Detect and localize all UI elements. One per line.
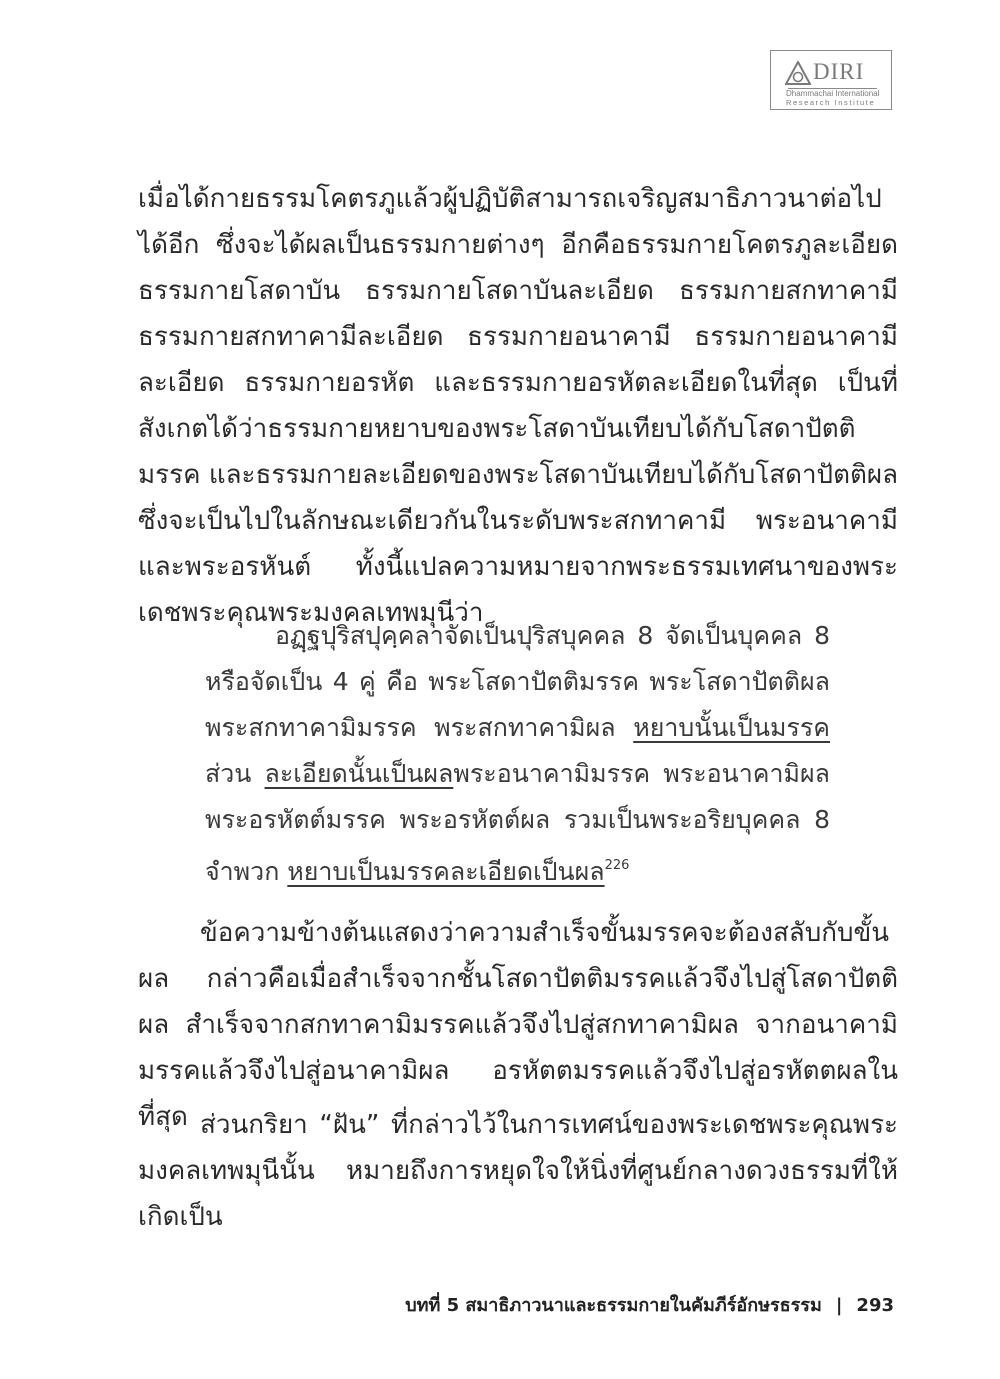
quote-underline-2: ละเอียดนั้นเป็นผล bbox=[264, 759, 454, 788]
paragraph-3 bbox=[138, 1102, 898, 1240]
quote-text-1: อฏฺฐปุริสปุคฺคลาจัดเป็นปุริสบุคคล 8 จัดเป็นบุคคล 8 หรือจัดเป็น 4 คู่ คือ พระโสดาปัตติมรรค พระโสดาปัตติผล พระสกทาคามิมรรค พระสกทาคามิผล bbox=[205, 621, 830, 742]
quote-text-2: ส่วน bbox=[205, 759, 265, 788]
logo-subtitle-line2: Research Institute bbox=[786, 98, 876, 107]
quote-underline-1: หยาบนั้นเป็นมรรค bbox=[633, 713, 830, 742]
page-footer bbox=[405, 1290, 894, 1319]
logo-brand: DIRI bbox=[813, 59, 865, 84]
page-number: 293 bbox=[856, 1295, 894, 1316]
quote-text-3: พระอนาคามิมรรค พระอนาคามิผล พระอรหัตต์มรรค พระอรหัตต์ผล รวมเป็นพระอริยบุคคล 8 จำพวก bbox=[205, 759, 830, 886]
logo-subtitle-line1: Dhammachai International bbox=[786, 89, 880, 98]
block-quote bbox=[205, 613, 830, 895]
footnote-ref: 226 bbox=[604, 858, 630, 873]
paragraph-1 bbox=[138, 176, 898, 636]
chapter-title: บทที่ 5 สมาธิภาวนาและธรรมกายในคัมภีร์อักษรธรรม bbox=[405, 1295, 822, 1316]
footer-separator: | bbox=[835, 1295, 843, 1316]
triangle-logo-icon bbox=[785, 61, 811, 85]
paragraph-1-text: เมื่อได้กายธรรมโคตรภูแล้วผู้ปฏิบัติสามารถเจริญสมาธิภาวนาต่อไปได้อีก ซึ่งจะได้ผลเป็นธรรมกายต่างๆ อีกคือธรรมกายโคตรภูละเอียด ธรรมกายโสดาบัน ธรรมกายโสดาบันละเอียด ธรรมกายสกทาคามี ธรรมกายสกทาคามีละเอียด ธรรมกายอนาคามี ธรรมกายอนาคามีละเอียด ธรรมกายอรหัต และธรรมกายอรหัตละเอียดในที่สุด เป็นที่สังเกตได้ว่าธรรมกายหยาบของพระโสดาบันเทียบได้กับโสดาปัตติมรรค และธรรมกายละเอียดของพระโสดาบันเทียบได้กับโสดาปัตติผล ซึ่งจะเป็นไปในลักษณะเดียวกันในระดับพระสกทาคามี พระอนาคามี และพระอรหันต์ ทั้งนี้แปลความหมายจากพระธรรมเทศนาของพระเดชพระคุณพระมงคลเทพมุนีว่า bbox=[138, 184, 898, 628]
diri-logo bbox=[770, 50, 892, 110]
paragraph-3-text: ส่วนกริยา “ฝัน” ที่กล่าวไว้ในการเทศน์ของพระเดชพระคุณพระมงคลเทพมุนีนั้น หมายถึงการหยุดใจให้นิ่งที่ศูนย์กลางดวงธรรมที่ให้เกิดเป็น bbox=[138, 1110, 898, 1232]
quote-underline-3: หยาบเป็นมรรคละเอียดเป็นผล bbox=[287, 857, 605, 886]
paragraph-2-text: ข้อความข้างต้นแสดงว่าความสำเร็จขั้นมรรคจะต้องสลับกับขั้นผล กล่าวคือเมื่อสำเร็จจากชั้นโสดาปัตติมรรคแล้วจึงไปสู่โสดาปัตติผล สำเร็จจากสกทาคามิมรรคแล้วจึงไปสู่สกทาคามิผล จากอนาคามิมรรคแล้วจึงไปสู่อนาคามิผล อรหัตตมรรคแล้วจึงไปสู่อรหัตตผลในที่สุด bbox=[138, 918, 898, 1132]
